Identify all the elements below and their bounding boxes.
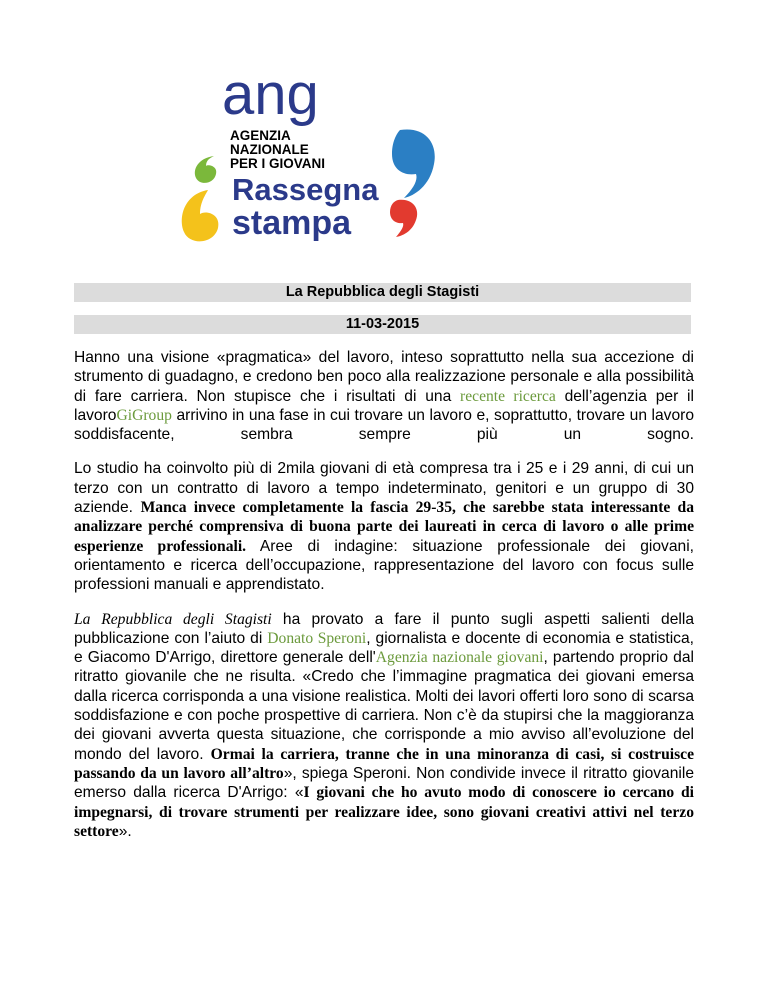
p3-text-4: », spiega Speroni. Non condivide invece il ritratto giovanile emerso dalla ricerca D'Arrigo: « [74, 764, 694, 802]
date-bar [74, 315, 691, 334]
p3-text-5: ». [118, 822, 132, 840]
link-recente-ricerca[interactable]: recente ricerca [460, 387, 556, 405]
logo-org-line2: NAZIONALE [230, 142, 309, 157]
p2-text-2: Aree di indagine: situazione professionale dei giovani, orientamento e ricerca dell’occupazione, rappresentazione del lavoro con focus sulle professioni manuali e apprendistato. [74, 537, 694, 594]
link-gigroup[interactable]: GiGroup [116, 406, 172, 424]
paragraph-1 [74, 348, 694, 444]
logo-title-line1: Rassegna [232, 172, 379, 207]
logo-brand: ang [222, 74, 319, 127]
red-comma-icon [390, 200, 417, 237]
p3-italic-source: La Repubblica degli Stagisti [74, 610, 272, 628]
article-date: 11-03-2015 [345, 316, 420, 332]
paragraph-2 [74, 459, 694, 594]
source-title: La Repubblica degli Stagisti [285, 284, 480, 300]
logo-org-line3: PER I GIOVANI [230, 156, 326, 171]
p3-bold-1: Ormai la carriera, tranne che in una minoranza di casi, si costruisce passando da un lavoro all’altro [74, 745, 694, 782]
p3-text-2: , giornalista e docente di economia e statistica, e Giacomo D'Arrigo, direttore generale dell' [74, 629, 694, 667]
p1-text-1: Hanno una visione «pragmatica» del lavoro, inteso soprattutto nella sua accezione di strumento di guadagno, e credono ben poco alla realizzazione personale e alla possibilità di fare carriera. Non stupisce che i risultati di una [74, 349, 694, 405]
p1-text-2: dell’agenzia per il lavoro [74, 387, 694, 424]
logo-org-line1: AGENZIA [230, 128, 291, 143]
link-agenzia-nazionale-giovani[interactable]: Agenzia nazionale giovani [375, 649, 544, 667]
p3-bold-2: I giovani che ho avuto modo di conoscere io cercano di impegnarsi, di trovare strumenti per realizzare idee, sono giovani creativi attivi nel terzo settore [74, 784, 695, 840]
paragraph-3 [74, 610, 694, 842]
source-bar [74, 283, 691, 302]
p3-text-3: , partendo proprio dal ritratto giovanile che ne risulta. «Credo che l’immagine pragmatica dei giovani emersa dalla ricerca corrisponda a una visione realistica. Molti dei lavori offerti loro sono di scarsa soddisfazione e con poche prospettive di carriera. Non c’è da stupirsi che la maggioranza dei giovani avverta questa situazione, che corrisponde a mio avviso all’evoluzione del mondo del lavoro. [74, 649, 694, 763]
article-body [74, 348, 694, 856]
p3-text-1: ha provato a fare il punto sugli aspetti salienti della pubblicazione con l’aiuto di [74, 610, 694, 647]
p2-bold-1: Manca invece completamente la fascia 29-35, che sarebbe stata interessante da analizzare perché comprensiva di buona parte dei laureati in cerca di lavoro o alle prime esperienze professionali. [74, 499, 694, 555]
ang-rassegna-stampa-logo [178, 74, 446, 246]
blue-quote-icon [392, 129, 435, 198]
yellow-quote-icon [182, 190, 219, 241]
link-donato-speroni[interactable]: Donato Speroni [267, 629, 367, 647]
green-quote-icon [195, 156, 216, 183]
p2-text-1: Lo studio ha coinvolto più di 2mila giovani di età compresa tra i 25 e i 29 anni, di cui un terzo con un contratto di lavoro a tempo indeterminato, genitori e un gruppo di 30 aziende. [74, 460, 694, 517]
logo-title-line2: stampa [232, 204, 352, 242]
p1-text-3: arrivino in una fase in cui trovare un lavoro e, soprattutto, trovare un lavoro soddisfacente, sembra sempre più un sogno. [74, 406, 694, 444]
